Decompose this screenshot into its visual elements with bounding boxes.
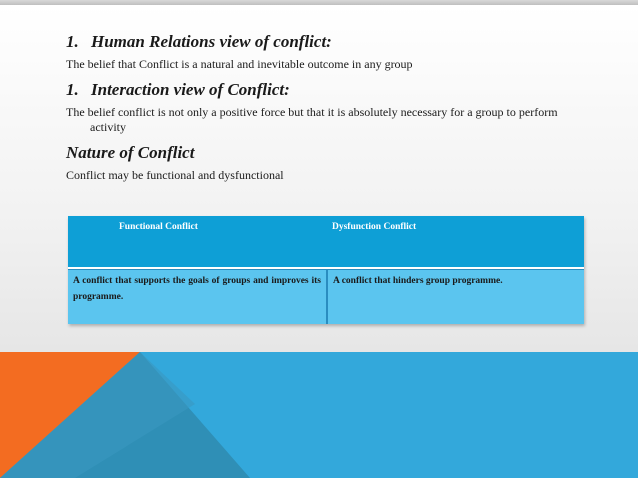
heading-human-relations: 1. Human Relations view of conflict:	[66, 32, 332, 51]
text-interaction-view-line2: activity	[90, 120, 126, 134]
conflict-table	[68, 216, 584, 324]
heading-interaction-view: 1. Interaction view of Conflict:	[66, 80, 290, 99]
table-header-dysfunction: Dysfunction Conflict	[326, 216, 584, 269]
text-nature-of-conflict: Conflict may be functional and dysfunctional	[66, 168, 284, 182]
text-human-relations: The belief that Conflict is a natural and inevitable outcome in any group	[66, 57, 413, 71]
table-cell-dysfunction: A conflict that hinders group programme.	[326, 269, 584, 324]
table-cell-functional: A conflict that supports the goals of groups and improves its programme.	[68, 269, 326, 324]
text-interaction-view-line1: The belief conflict is not only a positive force but that it is absolutely necessary for a group to perform	[66, 105, 558, 119]
table-header-functional: Functional Conflict	[68, 216, 326, 269]
heading-nature-of-conflict: Nature of Conflict	[66, 143, 195, 162]
bottom-decor-shapes	[0, 352, 638, 478]
